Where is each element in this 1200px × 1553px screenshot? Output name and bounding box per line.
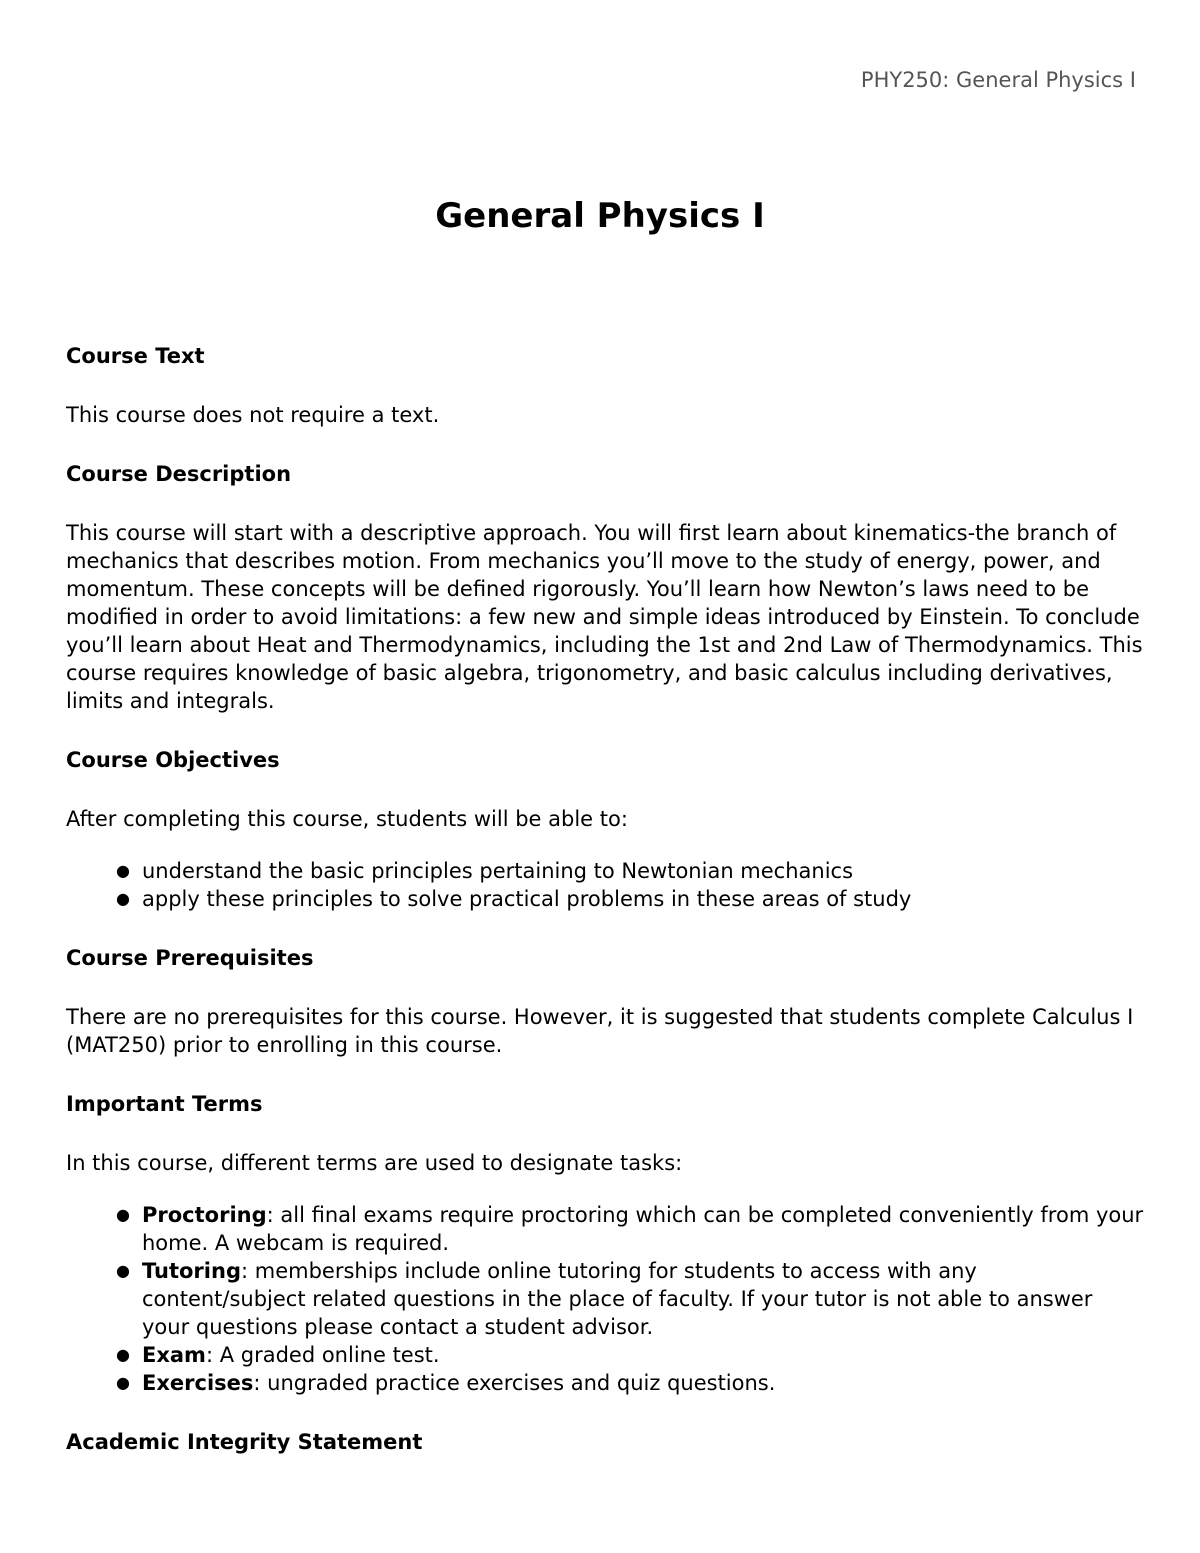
course-prerequisites-body: There are no prerequisites for this course. However, it is suggested that students complete Calculus I (MAT250) prior to enrolling in this course.: [66, 1005, 1134, 1057]
term-definition: : ungraded practice exercises and quiz questions.: [253, 1371, 776, 1395]
term-name: Exercises: [142, 1371, 254, 1395]
term-name: Exam: [142, 1343, 206, 1367]
term-name: Tutoring: [142, 1259, 241, 1283]
important-terms-intro: In this course, different terms are used to designate tasks:: [66, 1151, 683, 1175]
bullet-icon: ●: [116, 1261, 130, 1280]
list-item: [116, 1201, 1146, 1257]
document-title: General Physics I: [435, 196, 765, 236]
section-heading-course-text: Course Text: [66, 344, 205, 368]
course-objectives-intro: After completing this course, students will be able to:: [66, 807, 628, 831]
course-text-body: This course does not require a text.: [66, 403, 440, 427]
list-item: [116, 1341, 1146, 1369]
bullet-icon: ●: [116, 1373, 130, 1392]
list-item: [116, 1369, 1146, 1397]
term-name: Proctoring: [142, 1203, 267, 1227]
objectives-list: [66, 857, 1146, 913]
bullet-icon: ●: [116, 1345, 130, 1364]
term-definition: : all final exams require proctoring which can be completed conveniently from your home. A webcam is required.: [142, 1203, 1144, 1255]
section-heading-academic-integrity: Academic Integrity Statement: [66, 1430, 423, 1454]
bullet-icon: ●: [116, 861, 130, 880]
term-definition: : A graded online test.: [205, 1343, 440, 1367]
list-item: [116, 885, 1146, 913]
objective-text: apply these principles to solve practical problems in these areas of study: [142, 887, 912, 911]
section-heading-important-terms: Important Terms: [66, 1092, 263, 1116]
list-item: [116, 857, 1146, 885]
course-description-body: This course will start with a descriptive approach. You will first learn about kinematics-the branch of mechanics that describes motion. From mechanics you’ll move to the study of energy, power, and momentum. These concepts will be defined rigorously. You’ll learn how Newton’s laws need to be modified in order to avoid limitations: a few new and simple ideas introduced by Einstein. To conclude you’ll learn about Heat and Thermodynamics, including the 1st and 2nd Law of Thermodynamics. This course requires knowledge of basic algebra, trigonometry, and basic calculus including derivatives, limits and integrals.: [66, 521, 1143, 713]
section-heading-course-objectives: Course Objectives: [66, 748, 280, 772]
section-heading-course-prerequisites: Course Prerequisites: [66, 946, 314, 970]
terms-list: [66, 1201, 1146, 1397]
running-header: PHY250: General Physics I: [860, 68, 1136, 92]
objective-text: understand the basic principles pertaining to Newtonian mechanics: [142, 859, 854, 883]
list-item: [116, 1257, 1146, 1341]
bullet-icon: ●: [116, 1205, 130, 1224]
section-heading-course-description: Course Description: [66, 462, 292, 486]
document-body: [66, 342, 1146, 1487]
term-definition: : memberships include online tutoring for students to access with any content/subject related questions in the place of faculty. If your tutor is not able to answer your questions please contact a student advisor.: [142, 1259, 1093, 1339]
bullet-icon: ●: [116, 889, 130, 908]
